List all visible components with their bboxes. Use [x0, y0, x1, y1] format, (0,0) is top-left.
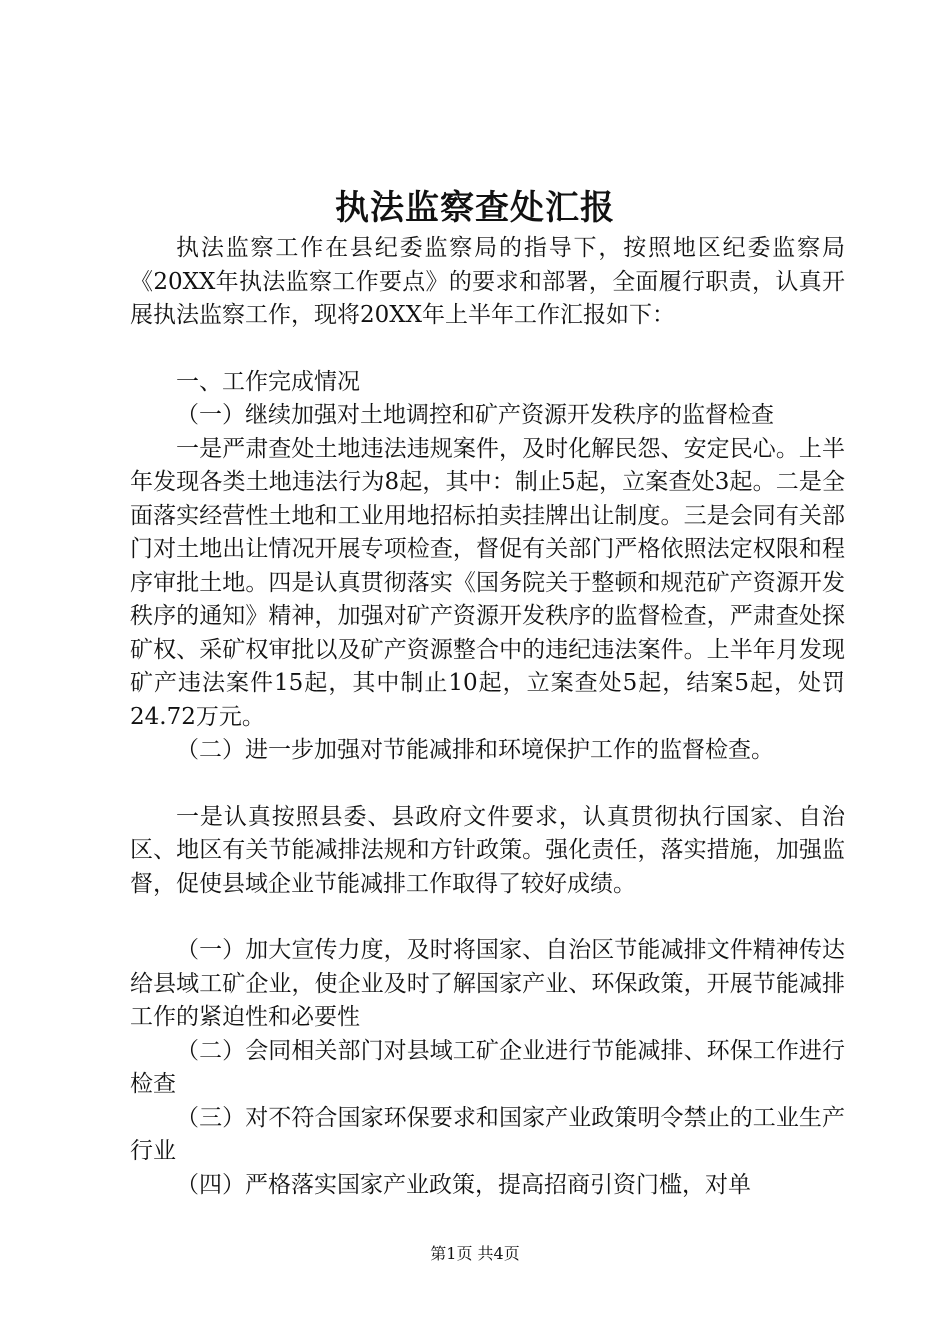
document-title: 执法监察查处汇报: [335, 188, 615, 228]
paragraph-spacer: [130, 333, 845, 366]
paragraph-spacer: [130, 768, 845, 801]
subsection-heading-1: （一）继续加强对土地调控和矿产资源开发秩序的监督检查: [176, 402, 774, 428]
paragraph-intro: 执法监察工作在县纪委监察局的指导下，按照地区纪委监察局《20XX年执法监察工作要点》的要求和部署，全面履行职责，认真开展执法监察工作，现将20XX年上半年工作汇报如下：: [130, 235, 845, 328]
document-body: [130, 232, 845, 1202]
list-item-2: （二）会同相关部门对县域工矿企业进行节能减排、环保工作进行检查: [130, 1037, 845, 1097]
subsection-heading-2: （二）进一步加强对节能减排和环境保护工作的监督检查。: [176, 737, 774, 763]
paragraph-subsection-1: 一是严肃查处土地违法违规案件，及时化解民怨、安定民心。上半年发现各类土地违法行为8起，其中：制止5起，立案查处3起。二是全面落实经营性土地和工业用地招标拍卖挂牌出让制度。三是会同有关部门对土地出让情况开展专项检查，督促有关部门严格依照法定权限和程序审批土地。四是认真贯彻落实《国务院关于整顿和规范矿产资源开发秩序的通知》精神，加强对矿产资源开发秩序的监督检查，严肃查处探矿权、采矿权审批以及矿产资源整合中的违纪违法案件。上半年月发现矿产违法案件15起，其中制止10起，立案查处5起，结案5起，处罚24.72万元。: [130, 435, 845, 730]
section-heading-1: 一、工作完成情况: [176, 368, 360, 395]
page-number-footer: 第1页 共4页: [430, 1244, 520, 1263]
paragraph-spacer: [130, 901, 845, 934]
list-item-3: （三）对不符合国家环保要求和国家产业政策明令禁止的工业生产行业: [130, 1104, 845, 1164]
list-item-1: （一）加大宣传力度，及时将国家、自治区节能减排文件精神传达给县域工矿企业，使企业及时了解国家产业、环保政策，开展节能减排工作的紧迫性和必要性: [130, 937, 845, 1030]
paragraph-subsection-2: 一是认真按照县委、县政府文件要求，认真贯彻执行国家、自治区、地区有关节能减排法规和方针政策。强化责任，落实措施，加强监督，促使县域企业节能减排工作取得了较好成绩。: [130, 803, 845, 897]
list-item-4: （四）严格落实国家产业政策，提高招商引资门槛，对单: [176, 1171, 751, 1198]
